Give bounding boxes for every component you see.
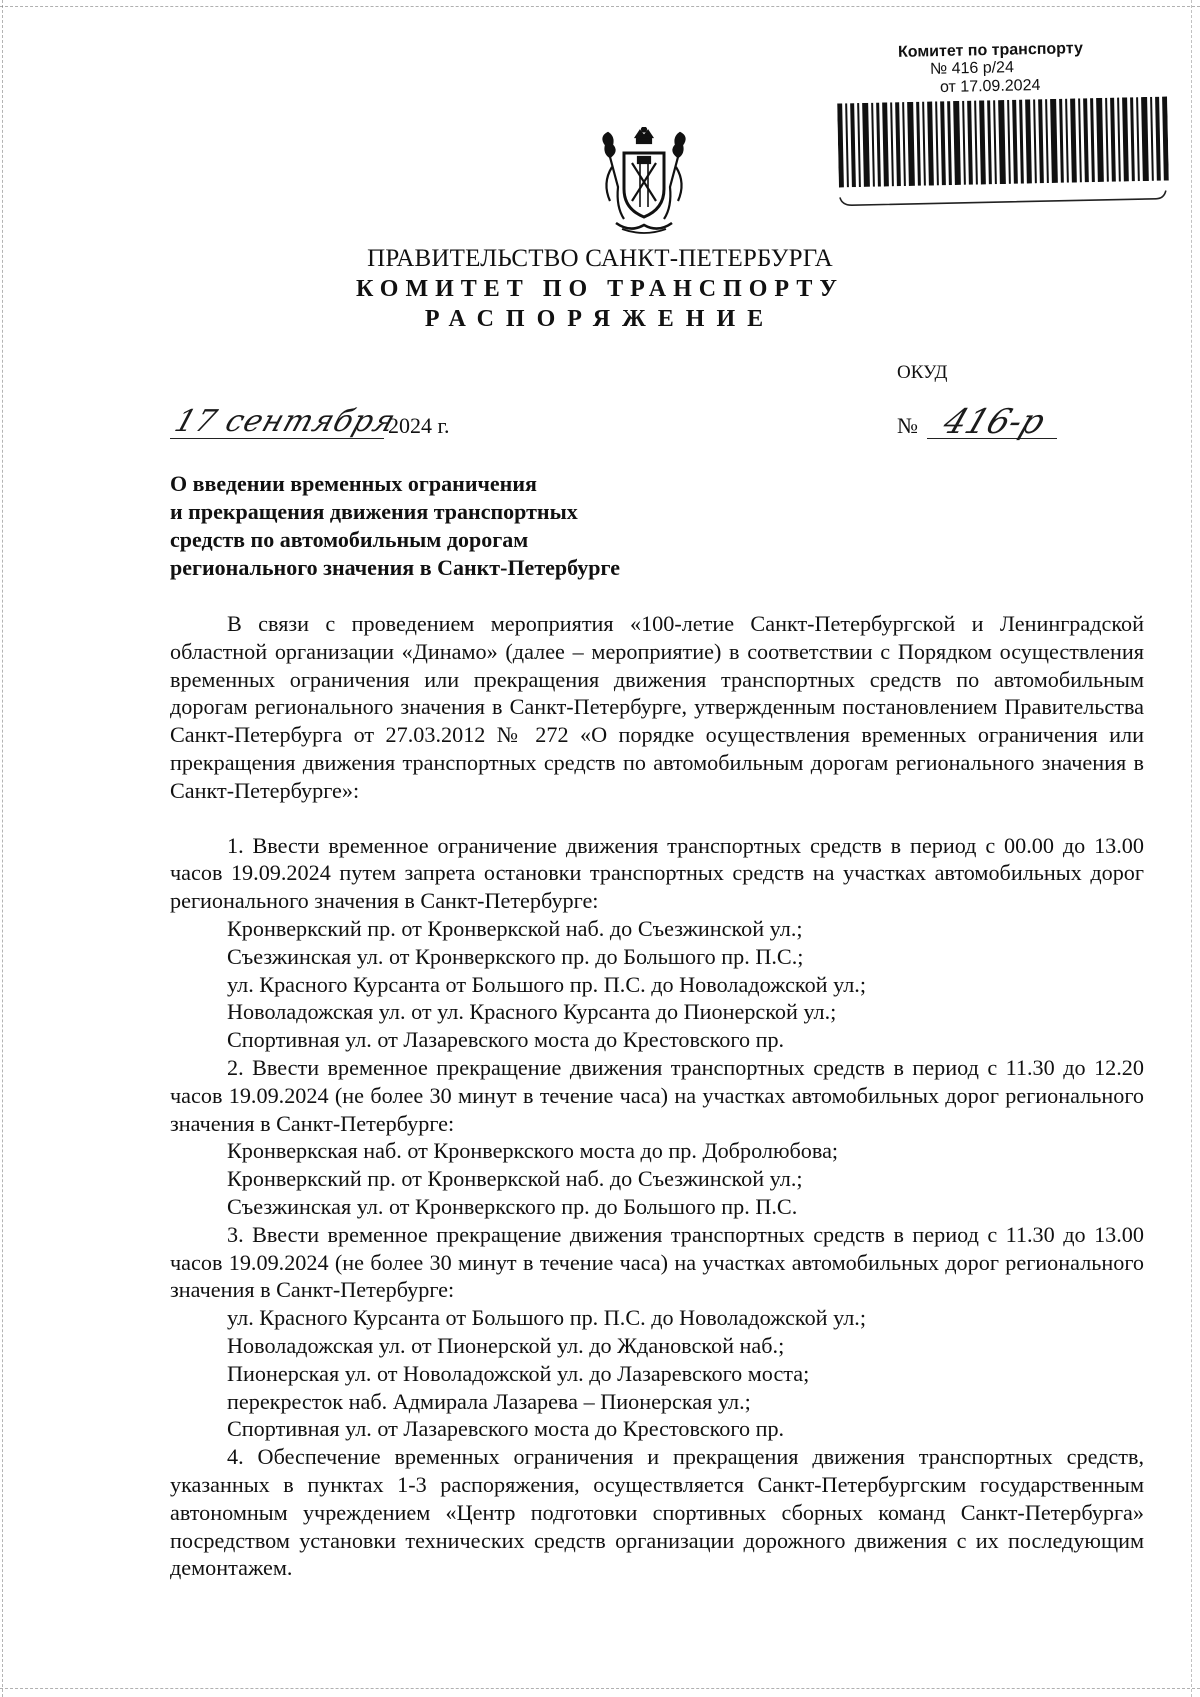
road-section-item: Спортивная ул. от Лазаревского моста до Крестовского пр. [227, 1416, 785, 1442]
stamp-number: № 416 р/24 [929, 59, 1015, 78]
government-title: ПРАВИТЕЛЬСТВО САНКТ-ПЕТЕРБУРГА [367, 245, 833, 272]
subject-line: средств по автомобильным дорогам [170, 527, 529, 552]
road-section-item: Новоладожская ул. от Пионерской ул. до Ждановской наб.; [227, 1332, 785, 1358]
barcode [837, 97, 1169, 188]
road-section-item: Съезжинская ул. от Кронверкского пр. до Большого пр. П.С.; [227, 943, 804, 969]
road-section-item: Кронверкский пр. от Кронверкской наб. до Съезжинской ул.; [227, 915, 803, 941]
road-section-item: ул. Красного Курсанта от Большого пр. П.С. до Новоладожской ул.; [227, 1305, 866, 1331]
road-section-item: перекресток наб. Адмирала Лазарева – Пионерская ул.; [227, 1388, 751, 1414]
document-date [170, 404, 490, 444]
committee-title: КОМИТЕТ ПО ТРАНСПОРТУ [356, 276, 844, 302]
document-subject [170, 470, 730, 582]
document-body [170, 610, 1144, 1582]
handwritten-date: 17 сентября [170, 404, 401, 439]
road-section-item: Съезжинская ул. от Кронверкского пр. до Большого пр. П.С. [227, 1193, 798, 1219]
road-section-item: Пионерская ул. от Новоладожской ул. до Лазаревского моста; [227, 1360, 810, 1386]
road-section-item: Кронверкская наб. от Кронверкского моста до пр. Добролюбова; [227, 1138, 839, 1164]
point-4-paragraph: 4. Обеспечение временных ограничения и прекращения движения транспортных средств, указанных в пунктах 1-3 распоряжения, осуществляется Санкт-Петербургским государственным автономным учреждением «Центр подготовки спортивных сборных команд Санкт-Петербурга» посредством установки технических средств организации дорожного движения с их последующим демонтажем. [170, 1444, 1144, 1581]
road-section-item: ул. Красного Курсанта от Большого пр. П.С. до Новоладожской ул.; [227, 971, 866, 997]
scan-edge-bottom [0, 1688, 1200, 1691]
stamp-underline [838, 187, 1168, 212]
subject-line: О введении временных ограничения [170, 471, 537, 496]
handwritten-number: 416-р [937, 402, 1051, 442]
date-year: 2024 г. [388, 413, 450, 438]
okud-label: ОКУД [897, 362, 948, 383]
road-section-item: Новоладожская ул. от ул. Красного Курсанта до Пионерской ул.; [227, 999, 837, 1025]
point-1-paragraph: 1. Ввести временное ограничение движения транспортных средств в период с 00.00 до 13.00 часов 19.09.2024 путем запрета остановки транспортных средств на участках автомобильных дорог регионального значения в Санкт-Петербурге: [170, 832, 1144, 914]
preamble-paragraph: В связи с проведением мероприятия «100-летие Санкт-Петербургской и Ленинградской областной организации «Динамо» (далее – мероприятие) в соответствии с Порядком осуществления временных ограничения или прекращения движения транспортных средств по автомобильным дорогам регионального значения в Санкт-Петербурге, утвержденным постановлением Правительства Санкт-Петербурга от 27.03.2012 № 272 «О порядке осуществления временных ограничения или прекращения движения транспортных средств по автомобильным дорогам регионального значения в Санкт-Петербурге»: [170, 611, 1144, 803]
point-2-paragraph: 2. Ввести временное прекращение движения транспортных средств в период с 11.30 до 12.20 часов 19.09.2024 (не более 30 минут в течение часа) на участках автомобильных дорог регионального значения в Санкт-Петербурге: [170, 1054, 1144, 1136]
number-sign: № [897, 413, 918, 438]
document-number [897, 404, 1097, 444]
road-section-item: Кронверкский пр. от Кронверкской наб. до Съезжинской ул.; [227, 1166, 803, 1192]
coat-of-arms-emblem [596, 127, 692, 239]
subject-line: и прекращения движения транспортных [170, 499, 578, 524]
paragraph-gap [170, 805, 1144, 832]
point-3-paragraph: 3. Ввести временное прекращение движения транспортных средств в период с 11.30 до 13.00 часов 19.09.2024 (не более 30 минут в течение часа) на участках автомобильных дорог регионального значения в Санкт-Петербурге: [170, 1221, 1144, 1303]
scan-edge-top [0, 6, 1200, 9]
document-header [0, 244, 1200, 334]
road-section-item: Спортивная ул. от Лазаревского моста до Крестовского пр. [227, 1027, 785, 1053]
stamp-organization: Комитет по транспорту [897, 40, 1084, 61]
stamp-date: от 17.09.2024 [939, 76, 1041, 97]
subject-line: регионального значения в Санкт-Петербурге [170, 555, 620, 580]
document-type-title: РАСПОРЯЖЕНИЕ [424, 306, 776, 332]
registration-stamp [838, 40, 1178, 210]
